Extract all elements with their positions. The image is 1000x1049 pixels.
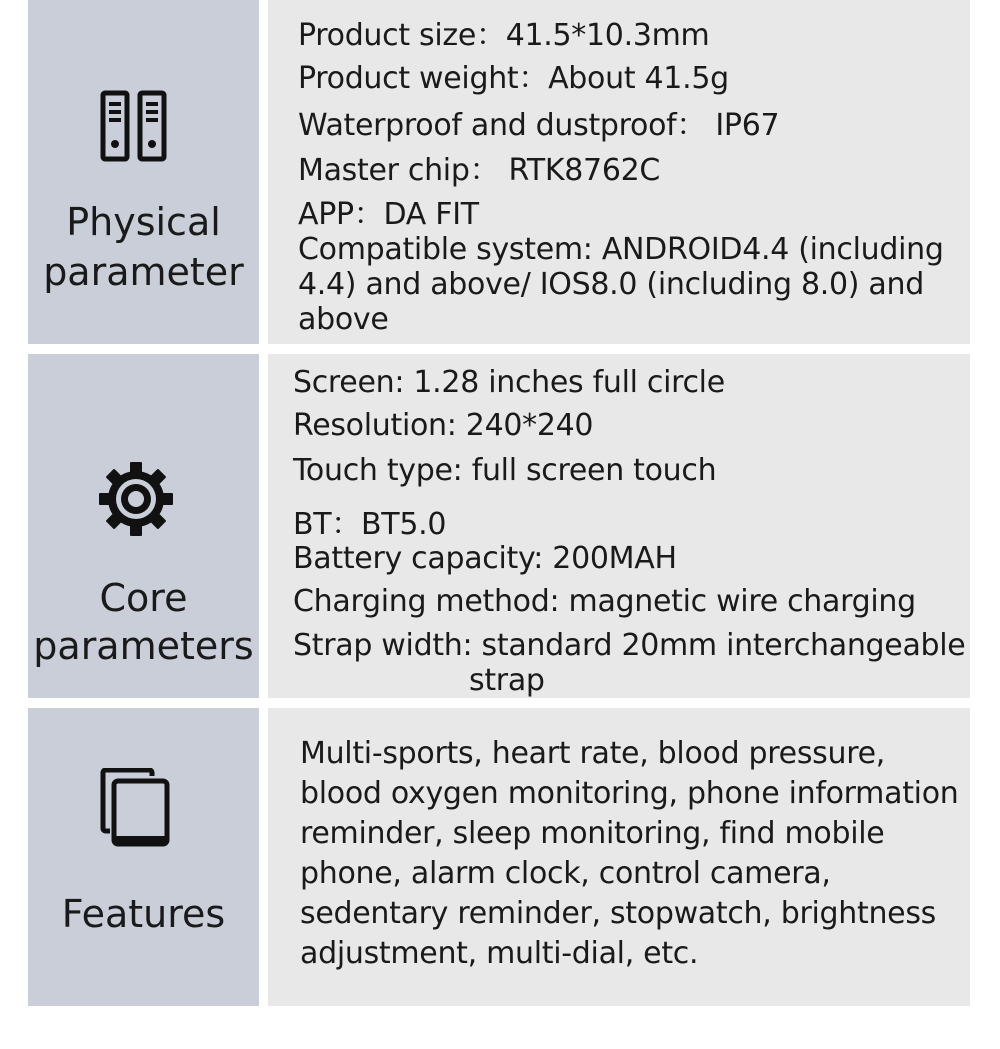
feature-line: sedentary reminder, stopwatch, brightness <box>300 896 936 931</box>
spec-line: Resolution: 240*240 <box>293 408 594 443</box>
spec-line: Strap width: standard 20mm interchangeable <box>293 628 966 663</box>
section-title-line: Features <box>61 892 226 936</box>
gear-icon <box>98 461 174 537</box>
spec-line: Charging method: magnetic wire charging <box>293 584 916 619</box>
feature-line: blood oxygen monitoring, phone information <box>300 776 959 811</box>
spec-line: Product weight：About 41.5g <box>298 61 729 96</box>
physical-parameter-label-cell <box>28 0 259 344</box>
features-details <box>268 708 970 1006</box>
spec-line: BT：BT5.0 <box>293 507 447 542</box>
feature-line: phone, alarm clock, control camera, <box>300 856 831 891</box>
feature-line: adjustment, multi-dial, etc. <box>300 936 699 971</box>
core-parameters-label-cell <box>28 354 259 698</box>
document-binders-icon <box>100 90 168 164</box>
spec-line: above <box>298 302 389 337</box>
spec-line: 4.4) and above/ IOS8.0 (including 8.0) and <box>298 267 924 302</box>
section-title-line: parameter <box>43 250 244 294</box>
spec-line: Battery capacity: 200MAH <box>293 541 677 576</box>
spec-line: Touch type: full screen touch <box>293 453 717 488</box>
copy-pages-icon <box>100 768 172 848</box>
section-title-line: Physical <box>66 200 221 244</box>
feature-line: Multi-sports, heart rate, blood pressure, <box>300 736 885 771</box>
spec-line: Master chip： RTK8762C <box>298 153 661 188</box>
spec-line: APP：DA FIT <box>298 197 479 232</box>
features-label-cell <box>28 708 259 1006</box>
section-title-line: Core <box>99 576 188 620</box>
spec-line: Screen: 1.28 inches full circle <box>293 365 725 400</box>
section-title-line: parameters <box>33 624 254 668</box>
spec-line: strap <box>469 663 545 698</box>
feature-line: reminder, sleep monitoring, find mobile <box>300 816 885 851</box>
physical-parameter-details <box>268 0 970 344</box>
core-parameters-details <box>268 354 970 698</box>
spec-line: Waterproof and dustproof： IP67 <box>298 108 780 143</box>
spec-line: Product size：41.5*10.3mm <box>298 18 710 53</box>
spec-line: Compatible system: ANDROID4.4 (including <box>298 232 944 267</box>
